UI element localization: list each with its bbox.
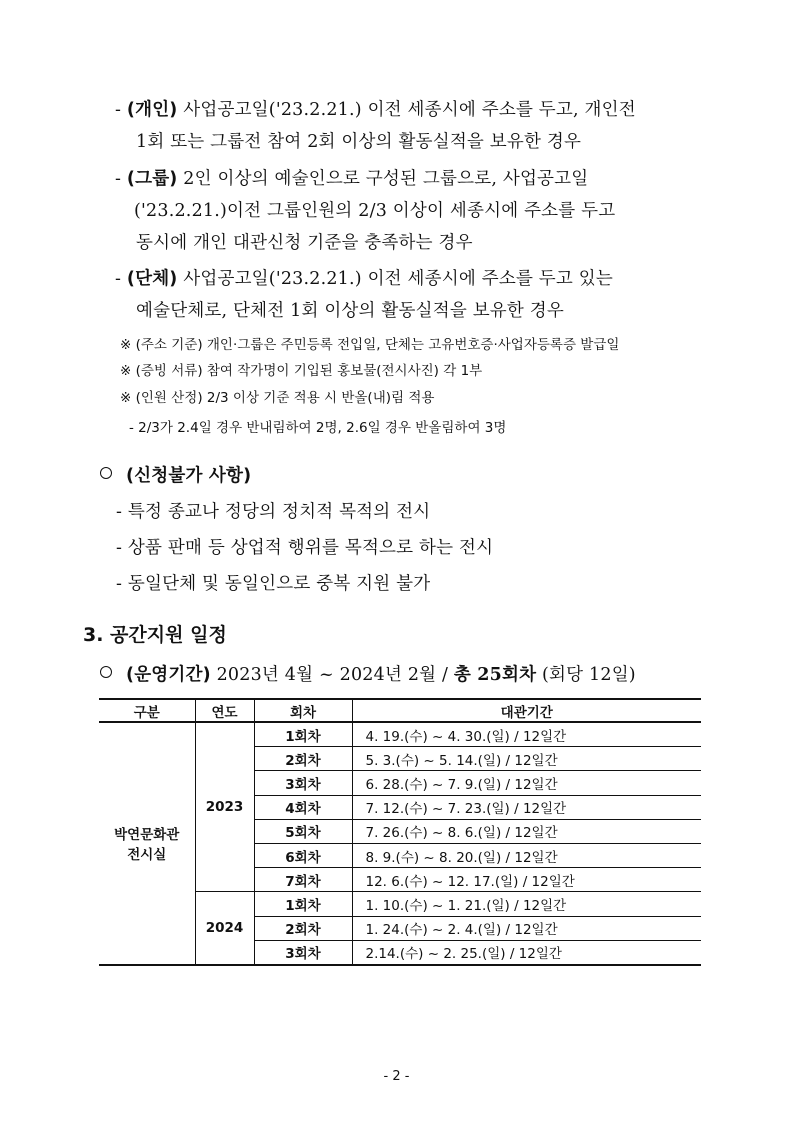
note-address: ※ (주소 기준) 개인·그룹은 주민등록 전입일, 단체는 고유번호증·사업자등록증 발급일	[120, 337, 620, 353]
period-cell: 1. 24.(수) ~ 2. 4.(일) / 12일간	[352, 916, 701, 940]
total-rounds: 총 25회차	[453, 665, 537, 685]
venue-cell: 박연문화관 전시실	[99, 722, 195, 965]
period-cell: 2.14.(수) ~ 2. 25.(일) / 12일간	[352, 940, 701, 965]
section-title: 3. 공간지원 일정	[83, 624, 227, 646]
year-cell: 2024	[195, 892, 254, 965]
header-round: 회차	[254, 699, 352, 722]
eligibility-group-line3: 동시에 개인 대관신청 기준을 충족하는 경우	[136, 233, 473, 253]
table-row	[99, 722, 701, 747]
ineligible-heading: (신청불가 사항)	[100, 462, 251, 487]
label-individual: (개인)	[126, 100, 178, 120]
ineligible-item: - 특정 종교나 정당의 정치적 목적의 전시	[116, 502, 431, 522]
ineligible-item: - 동일단체 및 동일인으로 중복 지원 불가	[116, 574, 431, 594]
eligibility-individual-line2: 1회 또는 그룹전 참여 2회 이상의 활동실적을 보유한 경우	[136, 132, 582, 152]
eligibility-group-line1: - (그룹) 2인 이상의 예술인으로 구성된 그룹으로, 사업공고일	[115, 169, 589, 189]
page-number: - 2 -	[383, 1069, 410, 1084]
eligibility-org-line2: 예술단체로, 단체전 1회 이상의 활동실적을 보유한 경우	[136, 301, 564, 321]
round-cell: 7회차	[254, 868, 352, 892]
period-cell: 8. 9.(수) ~ 8. 20.(일) / 12일간	[352, 843, 701, 867]
year-cell: 2023	[195, 722, 254, 892]
operation-period: (운영기간) 2023년 4월 ~ 2024년 2월 / 총 25회차 (회당 12일)	[100, 661, 636, 686]
note-count: ※ (인원 산정) 2/3 이상 기준 적용 시 반올(내)림 적용	[120, 390, 435, 406]
schedule-table	[99, 698, 701, 966]
circle-bullet-icon	[100, 467, 112, 479]
header-category: 구분	[99, 699, 195, 722]
table-header-row	[99, 699, 701, 722]
period-cell: 1. 10.(수) ~ 1. 21.(일) / 12일간	[352, 892, 701, 916]
round-cell: 1회차	[254, 722, 352, 747]
period-cell: 7. 12.(수) ~ 7. 23.(일) / 12일간	[352, 795, 701, 819]
ineligible-item: - 상품 판매 등 상업적 행위를 목적으로 하는 전시	[116, 538, 494, 558]
period-cell: 4. 19.(수) ~ 4. 30.(일) / 12일간	[352, 722, 701, 747]
round-cell: 6회차	[254, 843, 352, 867]
round-cell: 3회차	[254, 771, 352, 795]
round-cell: 1회차	[254, 892, 352, 916]
period-cell: 7. 26.(수) ~ 8. 6.(일) / 12일간	[352, 819, 701, 843]
period-cell: 6. 28.(수) ~ 7. 9.(일) / 12일간	[352, 771, 701, 795]
round-cell: 2회차	[254, 916, 352, 940]
period-cell: 12. 6.(수) ~ 12. 17.(일) / 12일간	[352, 868, 701, 892]
period-cell: 5. 3.(수) ~ 5. 14.(일) / 12일간	[352, 747, 701, 771]
note-example: - 2/3가 2.4일 경우 반내림하여 2명, 2.6일 경우 반올림하여 3명	[129, 420, 507, 436]
header-year: 연도	[195, 699, 254, 722]
eligibility-org-line1: - (단체) 사업공고일('23.2.21.) 이전 세종시에 주소를 두고 있는	[115, 269, 613, 289]
eligibility-individual-line1: - (개인) 사업공고일('23.2.21.) 이전 세종시에 주소를 두고, 개인전	[115, 100, 636, 120]
eligibility-group-line2: ('23.2.21.)이전 그룹인원의 2/3 이상이 세종시에 주소를 두고	[134, 201, 616, 221]
round-cell: 4회차	[254, 795, 352, 819]
note-documents: ※ (증빙 서류) 참여 작가명이 기입된 홍보물(전시사진) 각 1부	[120, 363, 483, 379]
round-cell: 3회차	[254, 940, 352, 965]
header-period: 대관기간	[352, 699, 701, 722]
circle-bullet-icon	[100, 666, 112, 678]
label-group: (그룹)	[126, 169, 178, 189]
label-org: (단체)	[126, 269, 178, 289]
round-cell: 5회차	[254, 819, 352, 843]
round-cell: 2회차	[254, 747, 352, 771]
